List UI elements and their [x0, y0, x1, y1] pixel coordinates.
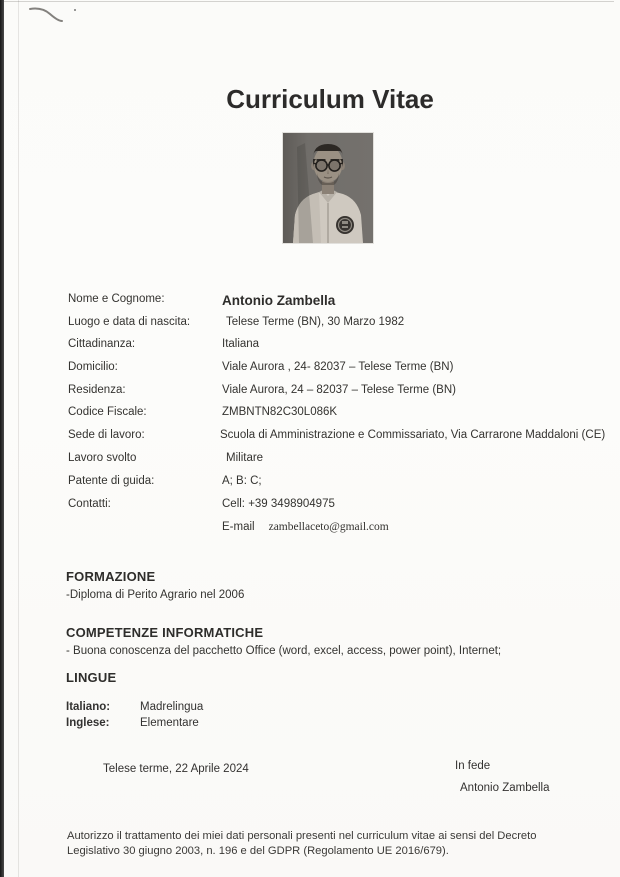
info-label: Domicilio:: [68, 361, 118, 373]
info-label: Contatti:: [68, 498, 111, 510]
in-fede-label: In fede: [455, 760, 491, 772]
info-value: Viale Aurora , 24- 82037 – Telese Terme (BN): [222, 361, 454, 373]
info-label: Codice Fiscale:: [68, 406, 147, 418]
info-row-cittadinanza: [0, 338, 620, 355]
info-label: Lavoro svolto: [68, 452, 137, 464]
scan-pen-mark: [28, 5, 68, 27]
portrait-photo: [283, 133, 373, 243]
lang-label: Italiano:: [66, 701, 111, 713]
scan-dot: [74, 9, 76, 11]
lang-row-inglese: [0, 717, 620, 732]
lang-value: Elementare: [140, 717, 199, 729]
lang-label: Inglese:: [66, 717, 110, 729]
email-address: zambellaceto@gmail.com: [268, 521, 389, 533]
place-date: Telese terme, 22 Aprile 2024: [103, 763, 249, 775]
info-row-patente: [0, 475, 620, 492]
info-label: Cittadinanza:: [68, 338, 136, 350]
info-label: Residenza:: [68, 384, 126, 396]
section-title-formazione: FORMAZIONE: [66, 569, 156, 584]
info-row-nome: [0, 293, 620, 310]
info-value: Antonio Zambella: [222, 293, 336, 308]
formazione-item: -Diploma di Perito Agrario nel 2006: [66, 589, 245, 601]
page-title: Curriculum Vitae: [226, 84, 434, 114]
info-row-lavoro-svolto: [0, 452, 620, 469]
info-row-domicilio: [0, 361, 620, 378]
info-row-codice-fiscale: [0, 406, 620, 423]
info-row-contatti: [0, 498, 620, 515]
lang-row-italiano: [0, 701, 620, 716]
competenze-item: - Buona conoscenza del pacchetto Office (word, excel, access, power point), Internet;: [66, 645, 502, 657]
info-label: Nome e Cognome:: [68, 293, 165, 305]
section-title-competenze: COMPETENZE INFORMATICHE: [66, 625, 264, 640]
info-label: Patente di guida:: [68, 475, 155, 487]
info-value: Cell: +39 3498904975: [222, 498, 335, 510]
email-entry: [222, 521, 389, 533]
lang-value: Madrelingua: [140, 701, 204, 713]
info-row-sede-lavoro: [0, 429, 620, 446]
info-label: Sede di lavoro:: [68, 429, 145, 441]
info-value: A; B: C;: [222, 475, 262, 487]
info-value: Viale Aurora, 24 – 82037 – Telese Terme (BN): [222, 384, 456, 396]
info-value: Italiana: [222, 338, 260, 350]
section-title-lingue: LINGUE: [66, 670, 117, 685]
info-label: Luogo e data di nascita:: [68, 316, 191, 328]
info-row-nascita: [0, 316, 620, 333]
email-label: E-mail: [222, 521, 255, 533]
privacy-disclaimer: Autorizzo il trattamento dei miei dati personali presenti nel curriculum vitae ai sensi del Decreto Legislativo 30 giugno 2003, n. 196 e del GDPR (Regolamento UE 2016/679).: [67, 830, 537, 857]
info-value: Telese Terme (BN), 30 Marzo 1982: [226, 316, 405, 328]
info-row-email: [0, 521, 620, 538]
signature-name: Antonio Zambella: [460, 782, 550, 794]
info-value: Militare: [226, 452, 264, 464]
info-value: Scuola di Amministrazione e Commissariato, Via Carrarone Maddaloni (CE): [220, 429, 606, 441]
info-value: ZMBNTN82C30L086K: [222, 406, 338, 418]
info-row-residenza: [0, 384, 620, 401]
scan-top-line: [4, 1, 614, 2]
